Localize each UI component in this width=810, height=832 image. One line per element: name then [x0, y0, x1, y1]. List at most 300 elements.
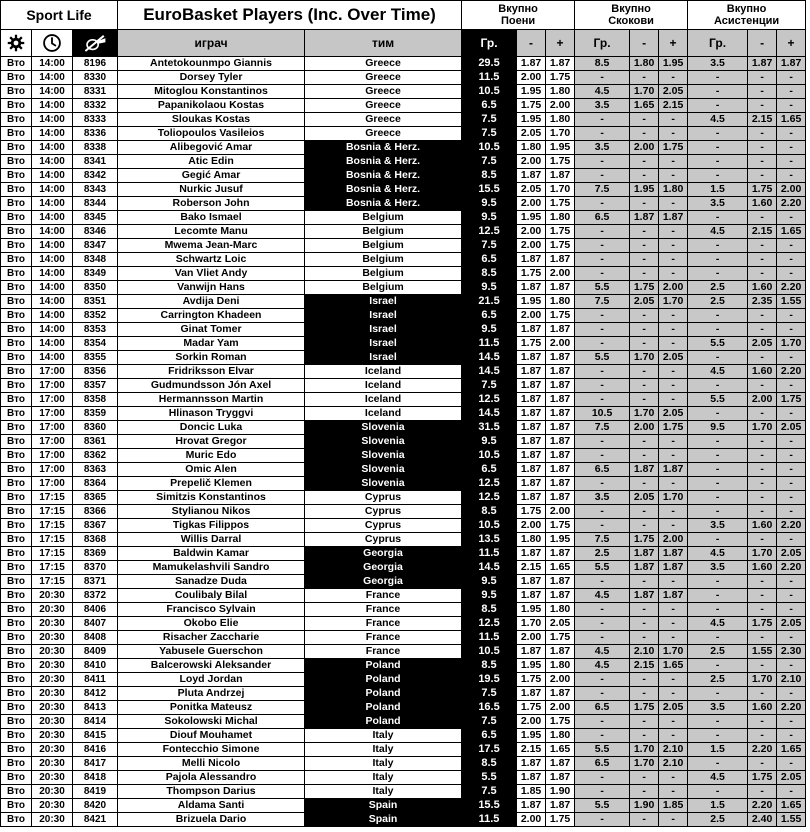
assists-over-odds[interactable]: - — [777, 575, 806, 589]
points-over-odds[interactable]: 1.87 — [546, 379, 575, 393]
assists-over-odds[interactable]: 1.65 — [777, 225, 806, 239]
rebounds-under-odds[interactable]: - — [630, 71, 659, 85]
points-over-odds[interactable]: 1.65 — [546, 743, 575, 757]
rebounds-under-odds[interactable]: - — [630, 813, 659, 827]
assists-over-odds[interactable]: 2.30 — [777, 645, 806, 659]
points-under-odds[interactable]: 1.75 — [517, 267, 546, 281]
rebounds-under-odds[interactable]: - — [630, 771, 659, 785]
rebounds-under-odds[interactable]: - — [630, 113, 659, 127]
points-over-odds[interactable]: 1.75 — [546, 309, 575, 323]
rebounds-under-odds[interactable]: 1.75 — [630, 701, 659, 715]
assists-over-odds[interactable]: - — [777, 449, 806, 463]
assists-over-odds[interactable]: 2.10 — [777, 673, 806, 687]
assists-over-odds[interactable]: - — [777, 267, 806, 281]
assists-over-odds[interactable]: - — [777, 169, 806, 183]
points-under-odds[interactable]: 2.05 — [517, 183, 546, 197]
rebounds-over-odds[interactable]: - — [659, 435, 688, 449]
points-over-odds[interactable]: 1.80 — [546, 211, 575, 225]
points-under-odds[interactable]: 1.75 — [517, 701, 546, 715]
points-under-odds[interactable]: 2.00 — [517, 225, 546, 239]
points-over-odds[interactable]: 1.87 — [546, 575, 575, 589]
assists-over-odds[interactable]: - — [777, 435, 806, 449]
assists-over-odds[interactable]: - — [777, 757, 806, 771]
points-over-odds[interactable]: 1.75 — [546, 715, 575, 729]
rebounds-over-odds[interactable]: 2.05 — [659, 407, 688, 421]
points-over-odds[interactable]: 1.65 — [546, 561, 575, 575]
points-over-odds[interactable]: 1.87 — [546, 421, 575, 435]
points-over-odds[interactable]: 1.87 — [546, 169, 575, 183]
assists-over-odds[interactable]: 2.05 — [777, 617, 806, 631]
assists-over-odds[interactable]: 2.20 — [777, 197, 806, 211]
rebounds-over-odds[interactable]: - — [659, 631, 688, 645]
assists-under-odds[interactable]: - — [748, 323, 777, 337]
rebounds-under-odds[interactable]: - — [630, 505, 659, 519]
rebounds-over-odds[interactable]: - — [659, 253, 688, 267]
points-under-odds[interactable]: 1.87 — [517, 407, 546, 421]
assists-over-odds[interactable]: - — [777, 309, 806, 323]
points-under-odds[interactable]: 1.87 — [517, 421, 546, 435]
points-under-odds[interactable]: 2.00 — [517, 309, 546, 323]
points-over-odds[interactable]: 2.00 — [546, 701, 575, 715]
assists-under-odds[interactable]: 1.60 — [748, 561, 777, 575]
rebounds-under-odds[interactable]: - — [630, 323, 659, 337]
rebounds-under-odds[interactable]: 1.80 — [630, 57, 659, 71]
assists-under-odds[interactable]: - — [748, 575, 777, 589]
rebounds-under-odds[interactable]: 2.10 — [630, 645, 659, 659]
assists-over-odds[interactable]: - — [777, 99, 806, 113]
points-over-odds[interactable]: 2.05 — [546, 617, 575, 631]
points-over-odds[interactable]: 1.75 — [546, 71, 575, 85]
assists-under-odds[interactable]: - — [748, 435, 777, 449]
assists-under-odds[interactable]: - — [748, 71, 777, 85]
rebounds-under-odds[interactable]: 2.05 — [630, 295, 659, 309]
rebounds-under-odds[interactable]: - — [630, 603, 659, 617]
rebounds-under-odds[interactable]: - — [630, 197, 659, 211]
points-under-odds[interactable]: 1.95 — [517, 729, 546, 743]
rebounds-over-odds[interactable]: - — [659, 603, 688, 617]
rebounds-under-odds[interactable]: 1.87 — [630, 547, 659, 561]
assists-under-odds[interactable]: 1.70 — [748, 421, 777, 435]
points-under-odds[interactable]: 1.87 — [517, 351, 546, 365]
rebounds-over-odds[interactable]: - — [659, 813, 688, 827]
points-under-odds[interactable]: 1.87 — [517, 491, 546, 505]
points-under-odds[interactable]: 1.95 — [517, 85, 546, 99]
points-under-odds[interactable]: 2.15 — [517, 561, 546, 575]
points-over-odds[interactable]: 2.00 — [546, 337, 575, 351]
assists-over-odds[interactable]: - — [777, 253, 806, 267]
rebounds-under-odds[interactable]: - — [630, 155, 659, 169]
assists-under-odds[interactable]: - — [748, 477, 777, 491]
points-under-odds[interactable]: 1.87 — [517, 463, 546, 477]
assists-over-odds[interactable]: - — [777, 631, 806, 645]
assists-over-odds[interactable]: - — [777, 785, 806, 799]
points-under-odds[interactable]: 1.95 — [517, 113, 546, 127]
rebounds-under-odds[interactable]: - — [630, 225, 659, 239]
points-over-odds[interactable]: 1.95 — [546, 141, 575, 155]
assists-over-odds[interactable]: 1.65 — [777, 799, 806, 813]
rebounds-under-odds[interactable]: - — [630, 365, 659, 379]
assists-over-odds[interactable]: 1.55 — [777, 813, 806, 827]
points-under-odds[interactable]: 1.87 — [517, 393, 546, 407]
rebounds-under-odds[interactable]: 1.75 — [630, 281, 659, 295]
rebounds-under-odds[interactable]: 1.70 — [630, 743, 659, 757]
rebounds-over-odds[interactable]: 1.87 — [659, 463, 688, 477]
points-over-odds[interactable]: 1.87 — [546, 757, 575, 771]
assists-under-odds[interactable]: - — [748, 211, 777, 225]
points-under-odds[interactable]: 1.85 — [517, 785, 546, 799]
points-over-odds[interactable]: 1.80 — [546, 603, 575, 617]
rebounds-under-odds[interactable]: 2.00 — [630, 141, 659, 155]
points-under-odds[interactable]: 1.95 — [517, 211, 546, 225]
points-over-odds[interactable]: 1.87 — [546, 799, 575, 813]
points-under-odds[interactable]: 1.87 — [517, 547, 546, 561]
assists-under-odds[interactable]: 2.05 — [748, 337, 777, 351]
points-over-odds[interactable]: 1.70 — [546, 183, 575, 197]
rebounds-over-odds[interactable]: - — [659, 155, 688, 169]
rebounds-under-odds[interactable]: - — [630, 267, 659, 281]
rebounds-under-odds[interactable]: 1.87 — [630, 561, 659, 575]
rebounds-over-odds[interactable]: 1.85 — [659, 799, 688, 813]
assists-under-odds[interactable]: - — [748, 127, 777, 141]
rebounds-over-odds[interactable]: - — [659, 379, 688, 393]
rebounds-over-odds[interactable]: 1.65 — [659, 659, 688, 673]
assists-over-odds[interactable]: - — [777, 85, 806, 99]
rebounds-over-odds[interactable]: - — [659, 729, 688, 743]
points-under-odds[interactable]: 1.87 — [517, 57, 546, 71]
points-over-odds[interactable]: 1.87 — [546, 323, 575, 337]
points-over-odds[interactable]: 1.87 — [546, 547, 575, 561]
points-over-odds[interactable]: 1.80 — [546, 729, 575, 743]
rebounds-over-odds[interactable]: - — [659, 519, 688, 533]
assists-under-odds[interactable]: 1.60 — [748, 281, 777, 295]
assists-under-odds[interactable]: - — [748, 155, 777, 169]
rebounds-over-odds[interactable]: - — [659, 771, 688, 785]
rebounds-over-odds[interactable]: 2.00 — [659, 281, 688, 295]
assists-under-odds[interactable]: 1.75 — [748, 617, 777, 631]
assists-under-odds[interactable]: - — [748, 141, 777, 155]
rebounds-over-odds[interactable]: 1.87 — [659, 211, 688, 225]
rebounds-under-odds[interactable]: 1.70 — [630, 757, 659, 771]
points-under-odds[interactable]: 1.95 — [517, 603, 546, 617]
rebounds-over-odds[interactable]: - — [659, 673, 688, 687]
assists-over-odds[interactable]: 2.20 — [777, 365, 806, 379]
points-under-odds[interactable]: 2.00 — [517, 197, 546, 211]
rebounds-under-odds[interactable]: 2.00 — [630, 421, 659, 435]
assists-under-odds[interactable]: 1.60 — [748, 197, 777, 211]
points-over-odds[interactable]: 1.87 — [546, 281, 575, 295]
assists-over-odds[interactable]: - — [777, 715, 806, 729]
points-over-odds[interactable]: 1.70 — [546, 127, 575, 141]
assists-over-odds[interactable]: 2.05 — [777, 547, 806, 561]
assists-under-odds[interactable]: - — [748, 785, 777, 799]
assists-under-odds[interactable]: 2.20 — [748, 743, 777, 757]
assists-over-odds[interactable]: - — [777, 687, 806, 701]
assists-under-odds[interactable]: 2.35 — [748, 295, 777, 309]
points-under-odds[interactable]: 1.87 — [517, 687, 546, 701]
assists-over-odds[interactable]: 2.20 — [777, 519, 806, 533]
rebounds-under-odds[interactable]: 1.87 — [630, 211, 659, 225]
assists-over-odds[interactable]: - — [777, 589, 806, 603]
points-over-odds[interactable]: 1.75 — [546, 631, 575, 645]
rebounds-under-odds[interactable]: - — [630, 575, 659, 589]
points-under-odds[interactable]: 2.00 — [517, 715, 546, 729]
rebounds-over-odds[interactable]: - — [659, 71, 688, 85]
points-under-odds[interactable]: 2.00 — [517, 813, 546, 827]
rebounds-under-odds[interactable]: - — [630, 729, 659, 743]
assists-under-odds[interactable]: - — [748, 239, 777, 253]
rebounds-under-odds[interactable]: - — [630, 449, 659, 463]
assists-under-odds[interactable]: - — [748, 659, 777, 673]
points-over-odds[interactable]: 1.87 — [546, 463, 575, 477]
points-over-odds[interactable]: 2.00 — [546, 505, 575, 519]
assists-under-odds[interactable]: - — [748, 715, 777, 729]
rebounds-over-odds[interactable]: 1.70 — [659, 645, 688, 659]
rebounds-under-odds[interactable]: - — [630, 617, 659, 631]
rebounds-over-odds[interactable]: - — [659, 337, 688, 351]
assists-over-odds[interactable]: - — [777, 379, 806, 393]
rebounds-over-odds[interactable]: - — [659, 715, 688, 729]
rebounds-over-odds[interactable]: 1.80 — [659, 183, 688, 197]
points-under-odds[interactable]: 2.05 — [517, 127, 546, 141]
assists-over-odds[interactable]: - — [777, 407, 806, 421]
assists-over-odds[interactable]: 1.75 — [777, 393, 806, 407]
points-over-odds[interactable]: 1.87 — [546, 645, 575, 659]
rebounds-under-odds[interactable]: 1.87 — [630, 589, 659, 603]
assists-under-odds[interactable]: 2.15 — [748, 225, 777, 239]
assists-over-odds[interactable]: - — [777, 477, 806, 491]
assists-over-odds[interactable]: 2.20 — [777, 281, 806, 295]
assists-over-odds[interactable]: - — [777, 155, 806, 169]
assists-over-odds[interactable]: 1.70 — [777, 337, 806, 351]
assists-under-odds[interactable]: - — [748, 533, 777, 547]
points-over-odds[interactable]: 1.75 — [546, 197, 575, 211]
assists-over-odds[interactable]: - — [777, 211, 806, 225]
points-under-odds[interactable]: 2.15 — [517, 743, 546, 757]
rebounds-over-odds[interactable]: 1.75 — [659, 421, 688, 435]
rebounds-over-odds[interactable]: - — [659, 505, 688, 519]
rebounds-over-odds[interactable]: 1.87 — [659, 547, 688, 561]
points-under-odds[interactable]: 1.87 — [517, 281, 546, 295]
assists-over-odds[interactable]: 2.20 — [777, 701, 806, 715]
points-over-odds[interactable]: 1.75 — [546, 239, 575, 253]
assists-under-odds[interactable]: 1.70 — [748, 673, 777, 687]
assists-over-odds[interactable]: 1.87 — [777, 57, 806, 71]
rebounds-over-odds[interactable]: - — [659, 267, 688, 281]
rebounds-over-odds[interactable]: - — [659, 113, 688, 127]
rebounds-under-odds[interactable]: 2.05 — [630, 491, 659, 505]
points-under-odds[interactable]: 1.87 — [517, 645, 546, 659]
points-over-odds[interactable]: 1.87 — [546, 771, 575, 785]
assists-under-odds[interactable]: 1.60 — [748, 365, 777, 379]
rebounds-under-odds[interactable]: - — [630, 127, 659, 141]
points-over-odds[interactable]: 1.87 — [546, 589, 575, 603]
assists-under-odds[interactable]: 1.60 — [748, 519, 777, 533]
assists-under-odds[interactable]: 1.87 — [748, 57, 777, 71]
points-under-odds[interactable]: 1.87 — [517, 435, 546, 449]
assists-under-odds[interactable]: 2.00 — [748, 393, 777, 407]
rebounds-over-odds[interactable]: 1.70 — [659, 491, 688, 505]
assists-under-odds[interactable]: - — [748, 99, 777, 113]
points-over-odds[interactable]: 1.80 — [546, 659, 575, 673]
assists-under-odds[interactable]: - — [748, 253, 777, 267]
assists-over-odds[interactable]: 1.65 — [777, 743, 806, 757]
points-over-odds[interactable]: 1.87 — [546, 351, 575, 365]
points-over-odds[interactable]: 1.87 — [546, 253, 575, 267]
points-over-odds[interactable]: 1.87 — [546, 687, 575, 701]
rebounds-under-odds[interactable]: - — [630, 435, 659, 449]
points-over-odds[interactable]: 1.75 — [546, 813, 575, 827]
assists-over-odds[interactable]: - — [777, 323, 806, 337]
points-over-odds[interactable]: 2.00 — [546, 673, 575, 687]
rebounds-under-odds[interactable]: - — [630, 239, 659, 253]
points-under-odds[interactable]: 1.95 — [517, 295, 546, 309]
rebounds-under-odds[interactable]: - — [630, 785, 659, 799]
rebounds-over-odds[interactable]: - — [659, 323, 688, 337]
assists-under-odds[interactable]: - — [748, 267, 777, 281]
assists-under-odds[interactable]: - — [748, 505, 777, 519]
points-under-odds[interactable]: 1.87 — [517, 365, 546, 379]
rebounds-under-odds[interactable]: - — [630, 253, 659, 267]
points-over-odds[interactable]: 1.87 — [546, 365, 575, 379]
points-over-odds[interactable]: 1.95 — [546, 533, 575, 547]
assists-under-odds[interactable]: - — [748, 589, 777, 603]
assists-under-odds[interactable]: 1.55 — [748, 645, 777, 659]
rebounds-under-odds[interactable]: 1.70 — [630, 85, 659, 99]
assists-under-odds[interactable]: - — [748, 463, 777, 477]
assists-under-odds[interactable]: - — [748, 631, 777, 645]
rebounds-over-odds[interactable]: 2.00 — [659, 533, 688, 547]
rebounds-over-odds[interactable]: - — [659, 169, 688, 183]
rebounds-under-odds[interactable]: - — [630, 631, 659, 645]
rebounds-over-odds[interactable]: - — [659, 617, 688, 631]
rebounds-under-odds[interactable]: - — [630, 715, 659, 729]
rebounds-under-odds[interactable]: - — [630, 477, 659, 491]
rebounds-over-odds[interactable]: 1.87 — [659, 561, 688, 575]
rebounds-over-odds[interactable]: 2.10 — [659, 743, 688, 757]
points-over-odds[interactable]: 1.87 — [546, 435, 575, 449]
assists-under-odds[interactable]: - — [748, 687, 777, 701]
points-over-odds[interactable]: 1.75 — [546, 225, 575, 239]
rebounds-over-odds[interactable]: 1.75 — [659, 141, 688, 155]
rebounds-over-odds[interactable]: - — [659, 365, 688, 379]
points-over-odds[interactable]: 1.87 — [546, 57, 575, 71]
points-under-odds[interactable]: 1.87 — [517, 449, 546, 463]
rebounds-under-odds[interactable]: 1.75 — [630, 533, 659, 547]
rebounds-under-odds[interactable]: 1.90 — [630, 799, 659, 813]
points-under-odds[interactable]: 2.00 — [517, 519, 546, 533]
rebounds-over-odds[interactable]: 1.87 — [659, 589, 688, 603]
rebounds-under-odds[interactable]: - — [630, 687, 659, 701]
assists-under-odds[interactable]: 1.75 — [748, 771, 777, 785]
assists-over-odds[interactable]: - — [777, 659, 806, 673]
rebounds-over-odds[interactable]: 1.95 — [659, 57, 688, 71]
points-under-odds[interactable]: 1.75 — [517, 505, 546, 519]
assists-over-odds[interactable]: - — [777, 71, 806, 85]
assists-over-odds[interactable]: 2.20 — [777, 561, 806, 575]
assists-over-odds[interactable]: - — [777, 239, 806, 253]
assists-over-odds[interactable]: 2.05 — [777, 771, 806, 785]
rebounds-over-odds[interactable]: - — [659, 687, 688, 701]
points-over-odds[interactable]: 1.80 — [546, 113, 575, 127]
assists-under-odds[interactable]: 2.20 — [748, 799, 777, 813]
points-under-odds[interactable]: 2.00 — [517, 239, 546, 253]
assists-over-odds[interactable]: 2.05 — [777, 421, 806, 435]
rebounds-over-odds[interactable]: - — [659, 785, 688, 799]
assists-under-odds[interactable]: - — [748, 407, 777, 421]
points-over-odds[interactable]: 1.87 — [546, 491, 575, 505]
points-over-odds[interactable]: 1.87 — [546, 449, 575, 463]
assists-under-odds[interactable]: - — [748, 757, 777, 771]
points-under-odds[interactable]: 1.87 — [517, 575, 546, 589]
rebounds-over-odds[interactable]: 2.05 — [659, 85, 688, 99]
points-over-odds[interactable]: 1.87 — [546, 407, 575, 421]
assists-over-odds[interactable]: - — [777, 533, 806, 547]
rebounds-over-odds[interactable]: - — [659, 575, 688, 589]
rebounds-over-odds[interactable]: - — [659, 477, 688, 491]
assists-over-odds[interactable]: - — [777, 463, 806, 477]
rebounds-under-odds[interactable]: - — [630, 673, 659, 687]
points-under-odds[interactable]: 1.80 — [517, 533, 546, 547]
points-over-odds[interactable]: 1.80 — [546, 295, 575, 309]
points-over-odds[interactable]: 2.00 — [546, 267, 575, 281]
points-under-odds[interactable]: 1.70 — [517, 617, 546, 631]
points-under-odds[interactable]: 1.87 — [517, 323, 546, 337]
rebounds-over-odds[interactable]: 2.05 — [659, 701, 688, 715]
points-over-odds[interactable]: 1.87 — [546, 477, 575, 491]
points-under-odds[interactable]: 1.87 — [517, 379, 546, 393]
assists-over-odds[interactable]: - — [777, 729, 806, 743]
points-over-odds[interactable]: 1.75 — [546, 519, 575, 533]
assists-under-odds[interactable]: - — [748, 169, 777, 183]
points-under-odds[interactable]: 2.00 — [517, 631, 546, 645]
rebounds-over-odds[interactable]: 2.05 — [659, 351, 688, 365]
points-over-odds[interactable]: 1.80 — [546, 85, 575, 99]
points-under-odds[interactable]: 1.87 — [517, 169, 546, 183]
rebounds-over-odds[interactable]: - — [659, 197, 688, 211]
points-over-odds[interactable]: 1.87 — [546, 393, 575, 407]
points-under-odds[interactable]: 1.87 — [517, 757, 546, 771]
rebounds-over-odds[interactable]: - — [659, 225, 688, 239]
points-under-odds[interactable]: 1.95 — [517, 659, 546, 673]
points-under-odds[interactable]: 1.75 — [517, 673, 546, 687]
points-over-odds[interactable]: 1.90 — [546, 785, 575, 799]
assists-under-odds[interactable]: - — [748, 379, 777, 393]
rebounds-under-odds[interactable]: - — [630, 337, 659, 351]
assists-under-odds[interactable]: 2.40 — [748, 813, 777, 827]
points-under-odds[interactable]: 1.87 — [517, 477, 546, 491]
points-over-odds[interactable]: 2.00 — [546, 99, 575, 113]
assists-over-odds[interactable]: 1.65 — [777, 113, 806, 127]
points-under-odds[interactable]: 1.75 — [517, 99, 546, 113]
points-under-odds[interactable]: 2.00 — [517, 155, 546, 169]
rebounds-over-odds[interactable]: 2.15 — [659, 99, 688, 113]
assists-under-odds[interactable]: - — [748, 449, 777, 463]
rebounds-under-odds[interactable]: - — [630, 519, 659, 533]
points-under-odds[interactable]: 1.87 — [517, 253, 546, 267]
rebounds-over-odds[interactable]: - — [659, 393, 688, 407]
rebounds-over-odds[interactable]: - — [659, 309, 688, 323]
rebounds-under-odds[interactable]: 1.87 — [630, 463, 659, 477]
points-under-odds[interactable]: 2.00 — [517, 71, 546, 85]
points-under-odds[interactable]: 1.87 — [517, 771, 546, 785]
rebounds-under-odds[interactable]: - — [630, 309, 659, 323]
rebounds-over-odds[interactable]: - — [659, 239, 688, 253]
rebounds-under-odds[interactable]: 1.65 — [630, 99, 659, 113]
rebounds-under-odds[interactable]: 2.15 — [630, 659, 659, 673]
assists-under-odds[interactable]: 1.75 — [748, 183, 777, 197]
rebounds-under-odds[interactable]: - — [630, 393, 659, 407]
assists-under-odds[interactable]: - — [748, 603, 777, 617]
